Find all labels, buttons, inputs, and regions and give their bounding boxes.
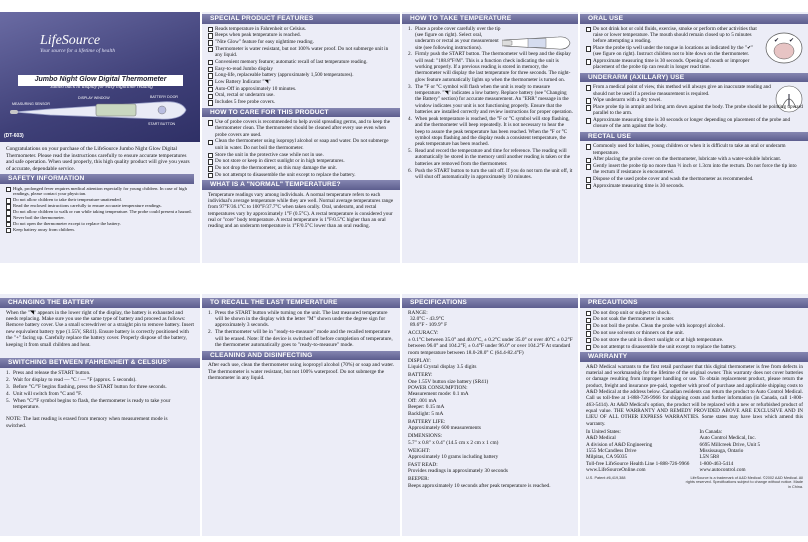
battery-text: When the "◥" appears in the lower right of the display, the battery is exhausted and needs replacing. Make sure you use the same type of battery and proceed as follows: Remove battery cover. Use a small screwdriver or a straight pin to remove battery. Insert new equivalent battery type (1.55V, SR41). Ensure battery is correctly positioned with the "+" facing up. Carefully replace the battery cover. Properly dispose of the battery, keeping it from small children and heat.	[6, 309, 194, 348]
precautions-header: PRECAUTIONS	[580, 298, 808, 308]
list-item: Do not boil the probe. Clean the probe with isopropyl alcohol.	[586, 323, 803, 329]
spec-accuracy-heading: ACCURACY:	[408, 330, 439, 337]
care-header: HOW TO CARE FOR THIS PRODUCT	[202, 108, 400, 118]
label-display-window: DISPLAY WINDOW	[78, 96, 110, 100]
rectal-list	[586, 143, 803, 189]
spec-weight: Approximately 10 grams including battery	[408, 454, 499, 461]
svg-text:✔: ✔	[774, 37, 780, 44]
address-line: Milpitas, CA 95035	[586, 454, 628, 461]
list-item: Do not allow children to walk or run while taking temperature. The probe could present a hazard.	[6, 209, 194, 215]
battery-panel	[0, 294, 200, 536]
list-item: Clean the thermometer using isopropyl alcohol or soap and water. Do not submerge unit in water. Do not boil the thermometer.	[208, 138, 395, 151]
recall-panel	[202, 294, 400, 536]
spec-display: Liquid Crystal display 3.5 digits	[408, 364, 477, 371]
cover-image	[0, 12, 200, 142]
model-number: (DT-603)	[4, 133, 24, 139]
address-line: 6695 Millcreek Drive, Unit 5	[699, 441, 761, 448]
list-item: Auto-Off in approximately 10 minutes.	[208, 86, 395, 92]
cleaning-text: After each use, clean the thermometer using isopropyl alcohol (70%) or soap and water. The thermometer is water resistant, but not 100% waterproof. Do not submerge the thermometer in any liquid.	[208, 362, 395, 382]
address-line: Auto Control Medical, Inc.	[699, 435, 756, 442]
safety-header: SAFETY INFORMATION	[0, 174, 194, 184]
cleaning-header: CLEANING AND DISINFECTING	[202, 351, 400, 361]
recall-header: TO RECALL THE LAST TEMPERATURE	[202, 298, 400, 308]
list-item: Keep battery away from children.	[6, 227, 194, 233]
spec-life: Approximately 600 measurements	[408, 425, 481, 432]
address-line: L5N 5R8	[699, 454, 719, 461]
recall-steps	[208, 310, 395, 349]
safety-list	[6, 186, 194, 232]
list-item: Use of probe covers is recommended to help avoid spreading germs, and to keep the thermometer clean. The thermometer should be cleaned after every use even when probe covers are used.	[208, 119, 395, 138]
list-item: Thermometer is water resistant, but not 100% water proof. Do not submerge unit in any liquid.	[208, 46, 395, 59]
oral-use-header: ORAL USE	[580, 14, 808, 24]
list-item: Approximate measuring time is 30 seconds. Opening of mouth or improper placement of the probe tip can result in longer read time.	[586, 58, 759, 71]
trademark-notice: LifeSource is a trademark of A&D Medical. ©2002 A&D Medical. All rights reserved. Specifications subject to change without notice. Made in China.	[685, 475, 803, 489]
list-item: Place the probe tip well under the tongue in locations as indicated by the "✔" (see figure on right). Instruct children not to bite down on the thermometer.	[586, 45, 759, 58]
list-item: Do not use solvents or thinners on the unit.	[586, 330, 803, 336]
list-item: Unit will switch from °C and °F.	[13, 390, 82, 397]
address-line: In United States:	[586, 429, 621, 436]
spec-dimensions-heading: DIMENSIONS:	[408, 433, 443, 440]
address-line: In Canada:	[699, 429, 723, 436]
spec-battery: One 1.55V button size battery (SR41)	[408, 378, 489, 385]
spec-dimensions: 5.7" x 0.8" x 0.4" (14.5 cm x 2 cm x 1 cm)	[408, 439, 499, 446]
list-item: Do not drop unit or subject to shock.	[586, 310, 803, 316]
spec-power-heading: POWER CONSUMPTION:	[408, 384, 468, 391]
list-item: Do not drink hot or cold fluids, exercise, smoke or perform other activities that raise or lower temperature. The mouth should remain closed up to 5 minutes before attempting a reading.	[586, 26, 759, 45]
list-item: "Nite Glow" feature for easy nighttime reading.	[208, 39, 395, 45]
label-battery-door: BATTERY DOOR	[150, 95, 178, 99]
spec-power-backlight: Backlight: 5 mA	[408, 410, 444, 417]
list-item: Before °C/°F begins flashing, press the START button for three seconds.	[13, 383, 167, 390]
list-item: When peak temperature is reached, the °F or °C symbol will stop flashing, and the thermometer will beep repeatedly. It is not necessary to hear the beep to assure the peak temperature has been reached. When the °F or °C symbol stops flashing and the display reads a consistent temperature, the peak temperature has been reached.	[415, 115, 570, 148]
switch-note: NOTE: The last reading is erased from memory when measurement mode is switched.	[6, 416, 168, 429]
list-item: Do not attempt to disassemble the unit except to replace the battery.	[586, 344, 803, 350]
list-item: The thermometer will be in "ready-to-measure" mode and the recalled temperature will be erased. Note: If the device is switched off before completion of temperature, the thermometer automatically goes to "ready-to-measure" mode.	[215, 329, 393, 349]
switch-steps	[6, 370, 195, 411]
list-item: High, prolonged fever requires medical attention especially for young children. In case of high readings, please contact your physician.	[6, 186, 194, 197]
list-item: Do not attempt to disassemble the unit except to replace the battery.	[208, 172, 395, 178]
battery-header: CHANGING THE BATTERY	[0, 298, 200, 308]
address-line: www.LifeSourceOnline.com	[586, 467, 646, 474]
spec-life-heading: BATTERY LIFE:	[408, 418, 446, 425]
underarm-list	[586, 84, 803, 130]
list-item: Includes 5 free probe covers.	[208, 99, 395, 105]
list-item: Commonly used for babies, young children or when it is difficult to take an oral or underarm temperature.	[586, 143, 803, 156]
precautions-list	[586, 310, 803, 351]
normal-temperature-text: Temperature readings vary among individuals. A normal temperature refers to each individual's average temperature while they are well. Normal average temperatures range from 97°F/36.1°C to 100°F/37.7°C when taken orally. Oral, underarm, and rectal temperatures vary by approximately 1°F (0.5°C). A rectal temperature is considered your real or "core" body temperature. A rectal temperature is 1°F/0.5°C higher than an oral reading and an underarm temperature is 1°F/0.5°C lower than an oral reading.	[208, 191, 394, 230]
list-item: Gently insert the probe tip no more than ½ inch or 1.3cm into the rectum. Do not force the tip into the rectum if resistance is encountered.	[586, 163, 803, 176]
list-item: Place probe tip in armpit and bring arm down against the body. The probe should be pointing upward parallel to the arm.	[586, 104, 803, 117]
address-line: A&D Medical	[586, 435, 616, 442]
address-line: 1-800-463-5414	[699, 460, 734, 467]
label-measuring-sensor: MEASURING SENSOR	[12, 102, 50, 106]
spec-weight-heading: WEIGHT:	[408, 447, 431, 454]
spec-range-heading: RANGE:	[408, 309, 428, 316]
list-item: Place a probe cover carefully over the tip (see figure on right). Select oral, underarm or rectal as your measurement site (see following instructions).	[415, 25, 501, 51]
patent-number: U.S. Patent #6,419,388	[586, 475, 626, 480]
list-item: Read the enclosed instructions carefully to ensure accurate temperature readings.	[6, 203, 194, 209]
spec-accuracy: ± 0.1°C between 35.0° and 40.0°C, ± 0.2°C under 35.0° or over 40°C ± 0.2°F between 96.0° and 104.2°F, ± 0.4°F under 96.0° or over 104.2°F At standard room temperature between 18.0-28.0° C (64.4-82.4°F)	[408, 336, 573, 356]
list-item: Push the START button to turn the unit off. If you do not turn the unit off, it will shut off automatically in approximately 10 minutes.	[415, 167, 573, 180]
features-panel	[202, 12, 400, 263]
spec-fastread: Provides readings in approximately 30 seconds	[408, 468, 508, 475]
list-item: Wipe underarm with a dry towel.	[586, 97, 803, 103]
list-item: The °F or °C symbol will flash when the unit is ready to measure temperature. "◥" indicates a low battery. Replace battery (see "Changing the Battery" section) for accurate measurement. An "ERR" message in the window indicates your unit is not functioning properly. Ensure that the batteries are installed correctly and review instructions for proper operation.	[415, 83, 573, 115]
list-item: Do not store the unit in direct sunlight or at high temperature.	[586, 337, 803, 343]
list-item: Beeps when peak temperature is reached.	[208, 32, 395, 38]
warranty-header: WARRANTY	[580, 352, 808, 362]
list-item: Do not open the thermometer except to replace the battery.	[6, 221, 194, 227]
features-list	[208, 26, 395, 106]
brand-logo: LifeSource	[40, 33, 101, 48]
canada-address	[700, 429, 804, 473]
rectal-header: RECTAL USE	[580, 132, 808, 142]
usage-panel	[580, 12, 808, 263]
address-line: www.autocontrol.com	[699, 467, 746, 474]
special-features-header: SPECIAL PRODUCT FEATURES	[202, 14, 400, 24]
specifications-panel	[402, 294, 578, 536]
brand-tagline: Your source for a lifetime of health	[40, 48, 116, 54]
list-item: Reads temperature in Fahrenheit or Celsius.	[208, 26, 395, 32]
spec-power-off: Off: .001 mA	[408, 397, 437, 404]
spec-power-beeper: Beeper: 0.15 mA	[408, 404, 445, 411]
list-item: Oral, rectal or underarm use.	[208, 92, 395, 98]
mouth-diagram-icon	[762, 26, 806, 66]
list-item: Do not drop the thermometer, as this may damage the unit.	[208, 165, 395, 171]
list-item: Wait for display to read — °C / — °F (approx. 5 seconds).	[13, 376, 137, 383]
switch-units-header: SWITCHING BETWEEN FAHRENHEIT & CELSIUS°	[0, 358, 200, 368]
list-item: Easy-to-read Jumbo display	[208, 66, 395, 72]
label-start-button: START BUTTON	[148, 122, 176, 126]
warranty-panel	[580, 294, 808, 536]
list-item: Never boil the thermometer.	[6, 215, 194, 221]
spec-display-heading: DISPLAY:	[408, 357, 431, 364]
list-item: Do not store or keep in direct sunlight or in high temperatures.	[208, 158, 395, 164]
svg-text:✔: ✔	[789, 37, 795, 44]
underarm-header: UNDERARM (AXILLARY) USE	[580, 73, 808, 83]
address-line: A division of A&D Engineering	[586, 441, 653, 448]
list-item: From a medical point of view, this method will always give an inaccurate reading and should not be used if a precise measurement is required.	[586, 84, 803, 97]
list-item: When °C/°F symbol begins to flash, the thermometer is ready to take your temperature.	[13, 397, 171, 410]
spec-fastread-heading: FAST READ:	[408, 461, 438, 468]
address-line: 1555 McCandless Drive	[586, 448, 637, 455]
list-item: Press the START button while turning on the unit. The last measured temperature will be shown in the display with the letter "M" shown under the degree sign for approximately 3 seconds.	[215, 309, 388, 329]
list-item: Approximate measuring time is 30 seconds.	[586, 183, 803, 189]
howto-steps	[408, 26, 573, 181]
intro-text: Congratulations on your purchase of the LifeSource Jumbo Night Glow Digital Thermometer. Please read the instructions carefully to ensure accurate temperatures and safe operation. When used properly, this high quality product will give you years of accurate, dependable service.	[6, 146, 190, 172]
list-item: Dispose of the used probe cover and wash the thermometer as recommended.	[586, 176, 803, 182]
list-item: Do not allow children to take their temperature unattended.	[6, 197, 194, 203]
warranty-text: A&D Medical warrants to the first retail purchaser that this digital thermometer is free from defects in material and workmanship for the lifetime of the original owner. This warranty does not cover batteries or damage resulting from improper handling or use. To obtain replacement product, please return the product, freight and insurance pre-paid, together with proof of purchase and applicable shipping costs to A&D Medical at the address below. Canadian residents can return the product to Auto Control Medical. Call us toll-free at 1-888-726-9966 for shipping costs and further information (in Canada, call 1-800-463-5414). At A&D Medical's option, the product will be replaced with a new or refurbished product of equal value. THE WARRANTY AND REMEDY PROVIDED ABOVE ARE EXCLUSIVE AND IN LIEU OF ALL OTHER EXPRESS WARRANTIES. Some states may have laws which amend this warranty.	[586, 363, 803, 427]
address-line: Mississauga, Ontario	[699, 448, 744, 455]
product-subtitle: Jumbo back lit display for easy nighttime reading	[50, 84, 153, 90]
address-line: Toll-free LifeSource Health Line 1-888-726-9966	[586, 460, 690, 467]
spec-range-f: 89.6°F - 109.9° F	[410, 322, 448, 329]
cover-panel	[0, 12, 200, 263]
normal-temperature-header: WHAT IS A "NORMAL" TEMPERATURE?	[202, 180, 400, 190]
howto-panel	[402, 12, 578, 263]
us-address	[586, 429, 690, 473]
list-item: After placing the probe cover on the thermometer, lubricate with a water-soluble lubricant.	[586, 156, 803, 162]
care-list	[208, 119, 395, 178]
list-item: Convenient memory feature; automatic recall of last temperature reading.	[208, 59, 395, 65]
list-item: Read and record the temperature and time for reference. The reading will automatically be stored in the memory until another reading is taken or the batteries are removed from the thermometer.	[415, 148, 571, 167]
product-title: Jumbo Night Glow Digital Thermometer	[18, 75, 183, 86]
spec-beeper: Beeps approximately 10 seconds after peak temperature is reached.	[408, 482, 551, 489]
list-item: Approximate measuring time is 30 seconds or longer depending on placement of the probe and closure of the arm against the body.	[586, 117, 803, 130]
list-item: Store the unit in the protective case while not in use.	[208, 152, 395, 158]
list-item: Long-life, replaceable battery (approximately 1,500 temperatures).	[208, 72, 395, 78]
howto-header: HOW TO TAKE TEMPERATURE	[402, 14, 578, 24]
list-item: Low Battery Indicator "◥"	[208, 79, 395, 85]
list-item: Press and release the START button.	[13, 369, 91, 376]
spec-power-measure: Measurement mode: 0.1 mA	[408, 391, 469, 398]
list-item: Firmly push the START button. The thermometer will beep and the display will read: "188.8°F/M". This is a function check indicating the unit is working properly. If a previous reading is stored in memory, the thermometer will display the last temperature for three seconds. The night-glow feature automatically lights up when the thermometer is turned on.	[415, 51, 571, 83]
spec-beeper-heading: BEEPER:	[408, 476, 430, 483]
spec-range-c: 32.0°C - 43.9°C	[410, 315, 445, 322]
list-item: Do not soak the thermometer in water.	[586, 316, 803, 322]
spec-battery-heading: BATTERY:	[408, 372, 433, 379]
specifications-header: SPECIFICATIONS	[402, 298, 578, 308]
